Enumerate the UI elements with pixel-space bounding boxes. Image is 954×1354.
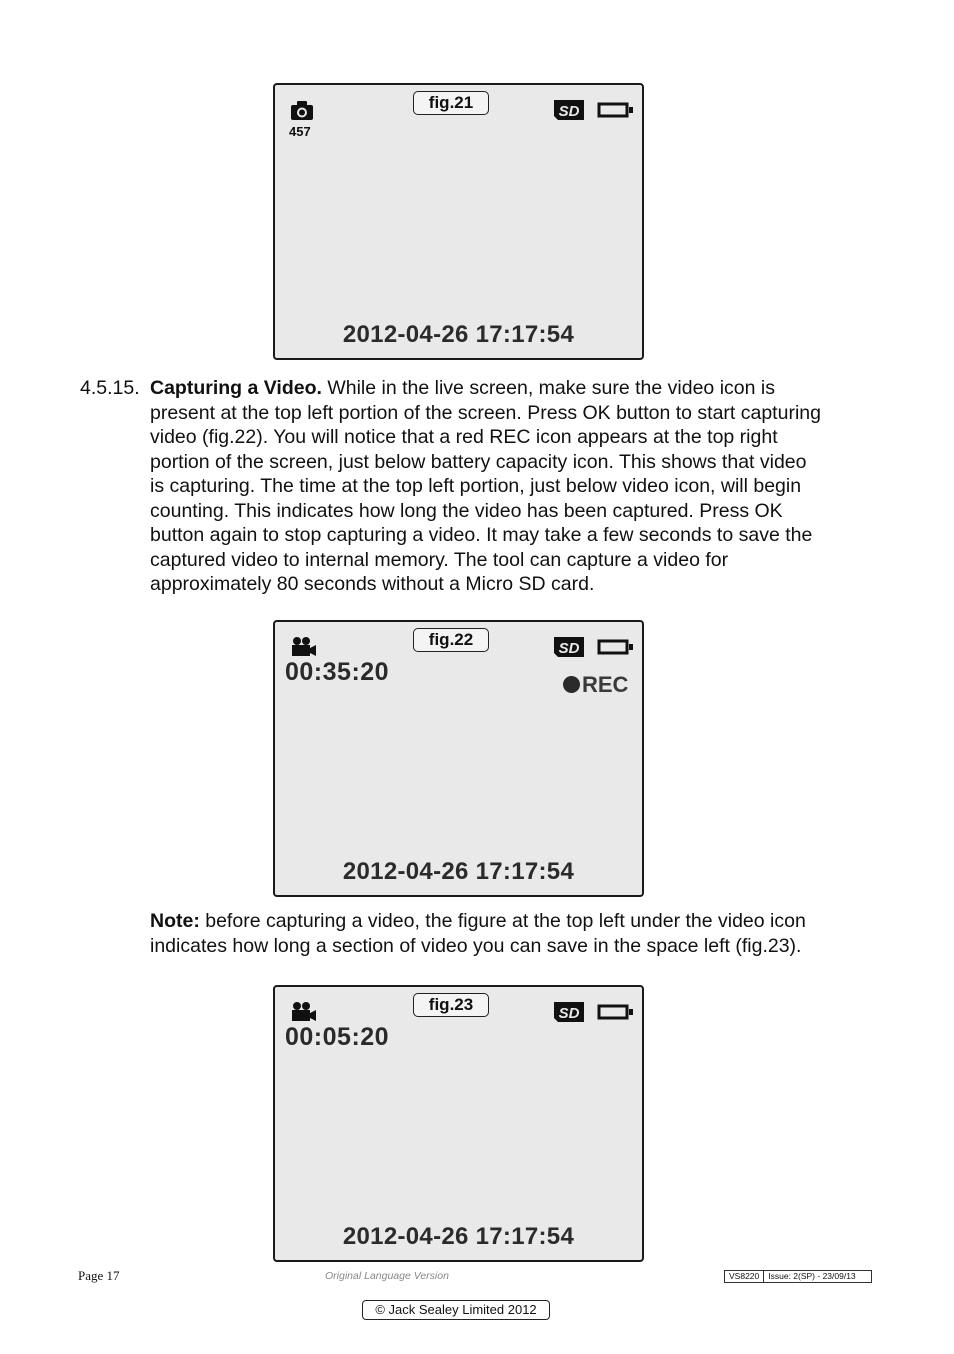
battery-icon (597, 1003, 635, 1021)
screen-fig21 (273, 83, 644, 360)
model-code: VS8220 (729, 1271, 760, 1281)
section-number: 4.5.15. (80, 377, 140, 399)
video-camera-icon (289, 636, 317, 658)
svg-text:SD: SD (558, 103, 580, 120)
svg-text:SD: SD (558, 640, 580, 657)
date-time: 2012-04-26 17:17:54 (342, 321, 575, 348)
document-code-box (724, 1270, 872, 1283)
section-heading: Capturing a Video. (150, 377, 322, 399)
rec-indicator: REC (563, 672, 628, 698)
issue-info: Issue: 2(SP) - 23/09/13 (763, 1271, 859, 1282)
figure-label: fig.22 (413, 628, 489, 652)
camera-icon (289, 99, 317, 121)
record-dot-icon (563, 676, 580, 693)
note-paragraph: Note: before capturing a video, the figure at the top left under the video icon indicates how long a section of video you can save in the space left (fig.23). (150, 910, 806, 957)
video-camera-icon (289, 1001, 317, 1023)
sd-card-icon (553, 636, 585, 658)
battery-icon (597, 638, 635, 656)
svg-text:SD: SD (558, 1005, 580, 1022)
screen-fig23 (273, 985, 644, 1262)
sd-card-icon (553, 99, 585, 121)
sd-card-icon (553, 1001, 585, 1023)
recording-timer: 00:35:20 (285, 658, 390, 686)
note-label: Note: (150, 910, 200, 932)
language-version: Original Language Version (325, 1270, 449, 1282)
copyright-notice: © Jack Sealey Limited 2012 (362, 1300, 550, 1320)
screen-fig22 (273, 620, 644, 897)
date-time: 2012-04-26 17:17:54 (342, 1223, 575, 1250)
figure-label: fig.23 (413, 993, 489, 1017)
available-video-time: 00:05:20 (285, 1023, 390, 1051)
shots-remaining: 457 (289, 124, 311, 139)
battery-icon (597, 101, 635, 119)
figure-label: fig.21 (413, 91, 489, 115)
date-time: 2012-04-26 17:17:54 (342, 858, 575, 885)
page-number: Page 17 (78, 1268, 120, 1283)
section-paragraph: Capturing a Video. While in the live screen, make sure the video icon is present at the top left portion of the screen. Press OK button to start capturing video (fig.22). You will notice that a red REC icon appears at the top right portion of the screen, just below battery capacity icon. This shows that video is capturing. The time at the top left portion, just below video icon, will begin counting. This indicates how long the video has been captured. Press OK button again to stop capturing a video. It may take a few seconds to save the captured video to internal memory. The tool can capture a video for approximately 80 seconds without a Micro SD card. (150, 377, 821, 595)
